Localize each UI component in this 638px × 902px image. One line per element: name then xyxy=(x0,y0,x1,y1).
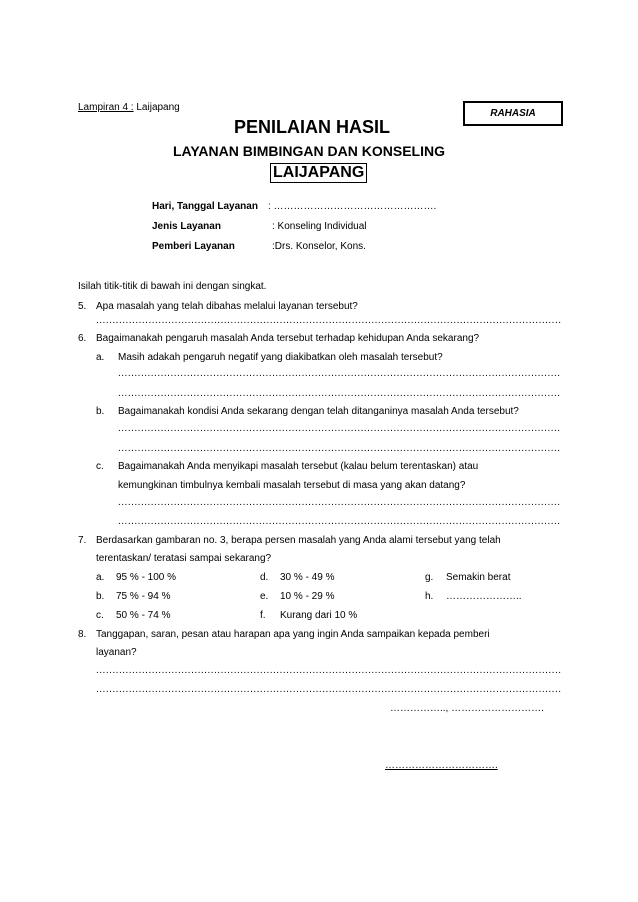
sub-question-letter: a. xyxy=(96,352,105,363)
question-7-text-line2: terentaskan/ teratasi sampai sekarang? xyxy=(96,553,272,564)
confidential-stamp: RAHASIA xyxy=(463,101,563,126)
option-letter: f. xyxy=(260,610,266,621)
answer-line xyxy=(118,497,561,511)
page-title: PENILAIAN HASIL xyxy=(234,117,391,137)
option-letter: h. xyxy=(425,591,434,602)
question-number: 5. xyxy=(78,301,87,312)
option-c-text: 50 % - 74 % xyxy=(116,610,171,621)
question-7-text-line1: Berdasarkan gambaran no. 3, berapa persen masalah yang Anda alami tersebut yang telah xyxy=(96,535,501,546)
question-number: 6. xyxy=(78,333,87,344)
attachment-key: Lampiran 4 : xyxy=(78,102,134,113)
question-number: 8. xyxy=(78,629,87,640)
option-letter: b. xyxy=(96,591,105,602)
provider-label: Pemberi Layanan xyxy=(152,241,235,252)
answer-line xyxy=(118,423,561,437)
answer-line xyxy=(96,684,561,698)
question-6-text: Bagaimanakah pengaruh masalah Anda tersebut terhadap kehidupan Anda sekarang? xyxy=(96,333,480,344)
option-letter: a. xyxy=(96,572,105,583)
page-subtitle: LAYANAN BIMBINGAN DAN KONSELING xyxy=(173,143,445,159)
option-g-text: Semakin berat xyxy=(446,572,511,583)
sub-question-letter: c. xyxy=(96,461,104,472)
instruction-text: Isilah titik-titik di bawah ini dengan singkat. xyxy=(78,281,267,292)
answer-line xyxy=(96,315,561,329)
question-6b-text: Bagaimanakah kondisi Anda sekarang dengan telah ditanganinya masalah Anda tersebut? xyxy=(118,406,519,417)
question-5-text: Apa masalah yang telah dibahas melalui layanan tersebut? xyxy=(96,301,358,312)
service-type-value: : Konseling Individual xyxy=(272,221,367,232)
option-d-text: 30 % - 49 % xyxy=(280,572,335,583)
answer-line xyxy=(118,368,561,382)
answer-line xyxy=(96,665,561,679)
answer-line xyxy=(118,516,561,530)
question-number: 7. xyxy=(78,535,87,546)
attachment-label xyxy=(78,102,180,113)
attachment-value: Laijapang xyxy=(133,102,180,113)
page-subtitle-boxed: LAIJAPANG xyxy=(270,163,367,183)
option-letter: g. xyxy=(425,572,434,583)
option-a-text: 95 % - 100 % xyxy=(116,572,177,583)
question-6c-text-line2: kemungkinan timbulnya kembali masalah tersebut di masa yang akan datang? xyxy=(118,480,466,491)
answer-line xyxy=(118,443,561,457)
service-date-label: Hari, Tanggal Layanan xyxy=(152,201,258,212)
question-6c-text-line1: Bagaimanakah Anda menyikapi masalah tersebut (kalau belum terentaskan) atau xyxy=(118,461,479,472)
question-8-text-line1: Tanggapan, saran, pesan atau harapan apa yang ingin Anda sampaikan kepada pemberi xyxy=(96,629,490,640)
option-h-text: ………………….. xyxy=(446,591,522,602)
sub-question-letter: b. xyxy=(96,406,105,417)
question-8-text-line2: layanan? xyxy=(96,647,137,658)
service-type-label: Jenis Layanan xyxy=(152,221,221,232)
option-letter: d. xyxy=(260,572,269,583)
signature-place-date: …………….., ………………………. xyxy=(390,703,544,714)
question-6a-text: Masih adakah pengaruh negatif yang diakibatkan oleh masalah tersebut? xyxy=(118,352,443,363)
provider-value: :Drs. Konselor, Kons. xyxy=(272,241,366,252)
option-f-text: Kurang dari 10 % xyxy=(280,610,358,621)
service-date-value: : …………………………………………. xyxy=(268,201,437,212)
signature-name-line: ……………………………. xyxy=(385,760,498,771)
option-b-text: 75 % - 94 % xyxy=(116,591,171,602)
option-e-text: 10 % - 29 % xyxy=(280,591,335,602)
answer-line xyxy=(118,388,561,402)
option-letter: e. xyxy=(260,591,269,602)
option-letter: c. xyxy=(96,610,104,621)
